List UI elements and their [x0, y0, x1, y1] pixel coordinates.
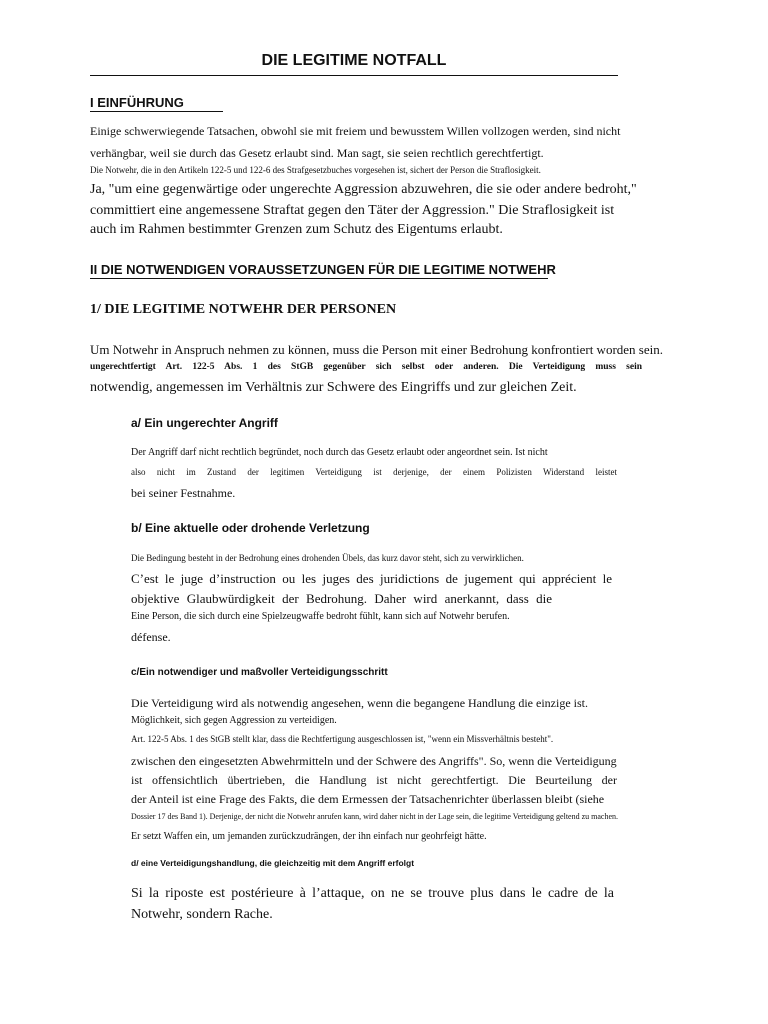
heading-necessary-defense: c/Ein notwendiger und maßvoller Verteidigungsschritt [131, 667, 388, 678]
injury-line-3: objektive Glaubwürdigkeit der Bedrohung. Daher wird anerkannt, dass die [131, 591, 552, 606]
subsection-heading-persons: 1/ DIE LEGITIME NOTWEHR DER PERSONEN [90, 302, 397, 317]
simultaneous-line-1: Si la riposte est postérieure à l’attaque, on ne se trouve plus dans le cadre de la [131, 886, 614, 901]
defense-line-1: Die Verteidigung wird als notwendig angesehen, wenn die begangene Handlung die einzige ist. [131, 696, 588, 710]
defense-line-8: Er setzt Waffen ein, um jemanden zurückzudrängen, der ihn einfach nur geohrfeigt hätte. [131, 831, 487, 842]
intro-para2-line-3: auch im Rahmen bestimmter Grenzen zum Schutz des Eigentums erlaubt. [90, 222, 503, 237]
intro-line-2: verhängbar, weil sie durch das Gesetz erlaubt sind. Man sagt, sie seien rechtlich gerechtfertigt. [90, 146, 544, 160]
heading-underline [90, 278, 548, 279]
defense-line-6: der Anteil ist eine Frage des Fakts, die dem Ermessen der Tatsachenrichter überlassen bleibt (siehe [131, 792, 605, 806]
intro-para2-line-2: committiert eine angemessene Straftat gegen den Täter der Aggression." Die Straflosigkeit ist [90, 203, 615, 218]
document-title: DIE LEGITIME NOTFALL [261, 52, 447, 69]
intro-para2-line-1: Ja, "um eine gegenwärtige oder ungerechte Aggression abzuwehren, die sie oder andere bedroht," [90, 182, 637, 197]
attack-line-2: also nicht im Zustand der legitimen Verteidigung ist derjenige, der einem Polizisten Widerstand leistet [131, 467, 617, 477]
heading-underline [90, 111, 223, 112]
injury-line-2: C’est le juge d’instruction ou les juges des juridictions de jugement qui apprécient le [131, 571, 612, 586]
defense-line-7: Dossier 17 des Band 1). Derjenige, der nicht die Notwehr anrufen kann, wird daher nicht in der Lage sein, die legitime Verteidigung geltend zu machen. [131, 812, 619, 821]
injury-line-5: défense. [131, 630, 171, 644]
defense-line-2: Möglichkeit, sich gegen Aggression zu verteidigen. [131, 715, 337, 726]
simultaneous-line-2: Notwehr, sondern Rache. [131, 907, 273, 922]
heading-simultaneous-defense: d/ eine Verteidigungshandlung, die gleichzeitig mit dem Angriff erfolgt [131, 858, 415, 868]
defense-line-4: zwischen den eingesetzten Abwehrmitteln und der Schwere des Angriffs". So, wenn die Verteidigung [131, 754, 617, 768]
persons-line-1: Um Notwehr in Anspruch nehmen zu können, muss die Person mit einer Bedrohung konfrontiert worden sein. [90, 342, 663, 357]
persons-line-3: notwendig, angemessen im Verhältnis zur Schwere des Eingriffs und zur gleichen Zeit. [90, 380, 577, 395]
persons-line-2: ungerechtfertigt Art. 122-5 Abs. 1 des StGB gegenüber sich selbst oder anderen. Die Verteidigung muss sein [90, 362, 642, 372]
attack-line-3: bei seiner Festnahme. [131, 486, 236, 500]
title-rule [90, 75, 618, 76]
intro-line-1: Einige schwerwiegende Tatsachen, obwohl sie mit freiem und bewusstem Willen vollzogen werden, sind nicht [90, 124, 621, 138]
heading-unjust-attack: a/ Ein ungerechter Angriff [131, 416, 278, 430]
injury-line-1: Die Bedingung besteht in der Bedrohung eines drohenden Übels, das kurz davor steht, sich zu verwirklichen. [131, 553, 524, 563]
defense-line-3: Art. 122-5 Abs. 1 des StGB stellt klar, dass die Rechtfertigung ausgeschlossen ist, "wenn ein Missverhältnis besteht". [131, 734, 554, 744]
intro-line-3: Die Notwehr, die in den Artikeln 122-5 und 122-6 des Strafgesetzbuches vorgesehen ist, sichert der Person die Straflosigkeit. [90, 165, 541, 175]
section-heading-requirements: II DIE NOTWENDIGEN VORAUSSETZUNGEN FÜR DIE LEGITIME NOTWEHR [90, 262, 556, 277]
injury-line-4: Eine Person, die sich durch eine Spielzeugwaffe bedroht fühlt, kann sich auf Notwehr berufen. [131, 611, 510, 622]
attack-line-1: Der Angriff darf nicht rechtlich begründet, noch durch das Gesetz erlaubt oder angeordnet sein. Ist nicht [131, 447, 548, 458]
heading-imminent-injury: b/ Eine aktuelle oder drohende Verletzung [131, 521, 370, 535]
defense-line-5: ist offensichtlich übertrieben, die Handlung ist nicht gerechtfertigt. Die Beurteilung der [131, 773, 617, 787]
section-heading-introduction: I EINFÜHRUNG [90, 95, 184, 110]
